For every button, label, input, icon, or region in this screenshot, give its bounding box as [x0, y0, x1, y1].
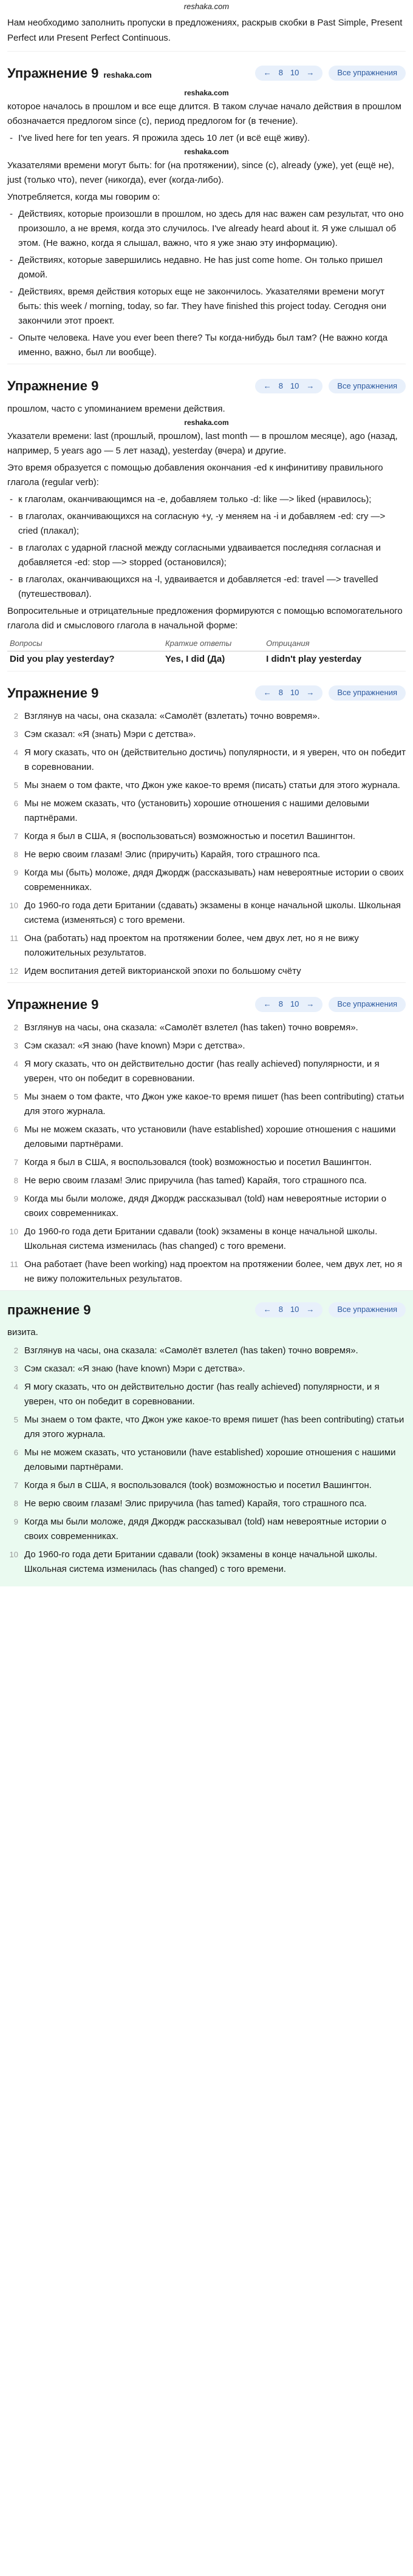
- list-item: 9 Когда мы были моложе, дядя Джордж рассказывал (told) нам невероятные истории о своих современниках.: [7, 1192, 406, 1221]
- next-exercise-link[interactable]: 10: [290, 688, 299, 698]
- list-item: 8 Не верю своим глазам! Элис приручила (has tamed) Карайя, того страшного пса.: [7, 1174, 406, 1188]
- exercise-header: [7, 61, 406, 86]
- pager: [255, 1302, 323, 1317]
- list-item: 3 Сэм сказал: «Я знаю (have known) Мэри с детства».: [7, 1039, 406, 1053]
- grammar-table: [7, 637, 406, 667]
- next-exercise-link[interactable]: 10: [290, 999, 299, 1009]
- list-item: 6 Мы не можем сказать, что установили (have established) хорошие отношения с нашими деловыми партнёрами.: [7, 1446, 406, 1475]
- answer-text: Когда я был в США, я воспользовался (took) возможностью и посетил Вашингтон.: [24, 1480, 372, 1491]
- answer-text: Я могу сказать, что он действительно достиг (has really achieved) популярности, и я уверен, что он победит в соревновании.: [24, 1058, 380, 1084]
- list-item: 6 Мы не можем сказать, что (установить) хорошие отношения с нашими деловыми партнёрами.: [7, 797, 406, 826]
- exercise-nav: [255, 66, 406, 81]
- answer-text: Мы знаем о том факте, что Джон уже какое-то время пишет (has been contributing) статьи для этого журнала.: [24, 1415, 404, 1440]
- answer-text: Мы знаем о том факте, что Джон уже какое-то время пишет (has been contributing) статьи для этого журнала.: [24, 1091, 404, 1116]
- exercise-nav: [255, 997, 406, 1012]
- section-tasks: [7, 671, 406, 979]
- prev-exercise-link[interactable]: 8: [278, 381, 283, 390]
- next-exercise-link[interactable]: 10: [290, 68, 299, 78]
- watermark-inline: reshaka.com: [103, 70, 152, 80]
- task-text: Мы не можем сказать, что (установить) хорошие отношения с нашими деловыми партнёрами.: [24, 798, 369, 823]
- section-past-simple: [7, 364, 406, 667]
- next-arrow-icon[interactable]: →: [306, 688, 315, 698]
- theory-text: Употребляется, когда мы говорим о:: [7, 192, 160, 203]
- prev-exercise-link[interactable]: 8: [278, 68, 283, 78]
- list-item: 11 Она работает (have been working) над проектом на протяжении более, чем двух лет, но я не вижу положительных результатов.: [7, 1257, 406, 1286]
- table-row: [7, 651, 406, 667]
- list-item: 4 Я могу сказать, что он действительно достиг (has really achieved) популярности, и я уверен, что он победит в соревновании.: [7, 1057, 406, 1086]
- task-text: До 1960-го года дети Британии (сдавать) экзамены в конце начальной школы. Школьная система (изменяться) с того времени.: [24, 900, 401, 925]
- theory-list: [7, 207, 406, 360]
- list-item: 10 До 1960-го года дети Британии сдавали (took) экзамены в конце начальной школы. Школьная система изменилась (has changed) с того времени.: [7, 1548, 406, 1577]
- theory-item: - в глаголах, оканчивающихся на согласную +y, -y меняем на -i и добавляем -ed: cry —> cried (плакал);: [7, 509, 406, 539]
- next-arrow-icon[interactable]: →: [306, 381, 315, 390]
- task-text: Когда мы (быть) моложе, дядя Джордж (рассказывать) нам невероятные истории о своих современниках.: [24, 867, 404, 892]
- theory-item: - в глаголах, оканчивающихся на -l, удваивается и добавляется -ed: travel —> travelled (путешествовал).: [7, 573, 406, 602]
- prev-arrow-icon[interactable]: ←: [263, 68, 271, 78]
- theory-text: которое началось в прошлом и все еще длится. В таком случае начало действия в прошлом обозначается предлогом since (с), период предлогом for (в течение).: [7, 101, 401, 126]
- list-item: 6 Мы не можем сказать, что установили (have established) хорошие отношения с нашими деловыми партнёрами.: [7, 1123, 406, 1152]
- answer-list: [7, 1344, 406, 1577]
- exercise-header: [7, 374, 406, 398]
- section-answers-highlighted: [0, 1290, 413, 1587]
- prev-exercise-link[interactable]: 8: [278, 999, 283, 1009]
- list-item: 3 Сэм сказал: «Я знаю (have known) Мэри с детства».: [7, 1362, 406, 1376]
- task-text: Она (работать) над проектом на протяжении более, чем двух лет, но я не вижу положительных результатов.: [24, 933, 359, 958]
- theory-list: [7, 492, 406, 602]
- pager: [255, 685, 323, 701]
- table-cell: Yes, I did (Да): [165, 654, 225, 665]
- pager: [255, 997, 323, 1012]
- theory-text: Указателями времени могут быть: for (на протяжении), since (с), already (уже), yet (ещё не), just (только что), never (никогда), ever (когда-либо).: [7, 160, 394, 186]
- all-exercises-button[interactable]: Все упражнения: [329, 66, 406, 81]
- answer-text: Когда мы были моложе, дядя Джордж рассказывал (told) нам невероятные истории о своих современниках.: [24, 1193, 387, 1218]
- list-item: 10 До 1960-го года дети Британии сдавали (took) экзамены в конце начальной школы. Школьная система изменилась (has changed) с того времени.: [7, 1225, 406, 1254]
- theory-item: - Действиях, которые произошли в прошлом, но здесь для нас важен сам результат, что оно произошло, а не время, когда это случилось. I've already heard about it. Я уже слышал об этом. (Не важно, когда я слышал, важно, что я уже знаю эту информацию).: [7, 207, 406, 251]
- next-arrow-icon[interactable]: →: [306, 1305, 315, 1314]
- all-exercises-button[interactable]: Все упражнения: [329, 379, 406, 394]
- task-list: [7, 709, 406, 979]
- exercise-title-text: Упражнение 9: [7, 65, 99, 81]
- section-present-perfect: [7, 51, 406, 360]
- all-exercises-button[interactable]: Все упражнения: [329, 997, 406, 1012]
- table-header: Краткие ответы: [163, 637, 264, 651]
- list-item: 4 Я могу сказать, что он (действительно достичь) популярности, и я уверен, что он победит в соревновании.: [7, 746, 406, 775]
- answer-continuation: визита.: [7, 1327, 38, 1338]
- exercise-header: [7, 681, 406, 705]
- theory-item: - Действиях, которые завершились недавно. He has just come home. Он только пришел домой.: [7, 253, 406, 282]
- list-item: 2 Взглянув на часы, она сказала: «Самолёт взлетел (has taken) точно вовремя».: [7, 1344, 406, 1358]
- answer-text: До 1960-го года дети Британии сдавали (took) экзамены в конце начальной школы. Школьная система изменилась (has changed) с того времени.: [24, 1549, 378, 1575]
- theory-text: Указатели времени: last (прошлый, прошлом), last month — в прошлом месяце), ago (назад, например, 5 years ago — 5 лет назад), yesterday (вчера) и другие.: [7, 431, 398, 457]
- exercise-title: пражнение 9: [7, 1302, 91, 1317]
- exercise-nav: [255, 1302, 406, 1317]
- table-cell: Did you play yesterday?: [10, 654, 115, 665]
- prev-exercise-link[interactable]: 8: [278, 688, 283, 698]
- list-item: 10 До 1960-го года дети Британии (сдавать) экзамены в конце начальной школы. Школьная система (изменяться) с того времени.: [7, 899, 406, 928]
- theory-item: - I've lived here for ten years. Я прожила здесь 10 лет (и всё ещё живу).: [7, 131, 406, 146]
- exercise-nav: [255, 379, 406, 394]
- list-item: 8 Не верю своим глазам! Элис (приручить) Карайя, того страшного пса.: [7, 848, 406, 862]
- list-item: 2 Взглянув на часы, она сказала: «Самолёт (взлетать) точно вовремя».: [7, 709, 406, 724]
- list-item: 3 Сэм сказал: «Я (знать) Мэри с детства».: [7, 727, 406, 742]
- table-header: Вопросы: [7, 637, 163, 651]
- pager: [255, 66, 323, 81]
- task-text: Мы знаем о том факте, что Джон уже какое-то время (писать) статьи для этого журнала.: [24, 780, 400, 790]
- next-exercise-link[interactable]: 10: [290, 1305, 299, 1314]
- site-watermark: reshaka.com: [183, 2, 230, 11]
- table-cell: I didn't play yesterday: [266, 654, 362, 665]
- exercise-title: [7, 64, 152, 83]
- answer-text: Сэм сказал: «Я знаю (have known) Мэри с детства».: [24, 1040, 245, 1051]
- task-text: Идем воспитания детей викторианской эпохи по большому счёту: [24, 965, 301, 976]
- theory-item: - в глаголах с ударной гласной между согласными удваивается последняя согласная и добавляется -ed: stop —> stopped (остановился);: [7, 541, 406, 570]
- list-item: 11 Она (работать) над проектом на протяжении более, чем двух лет, но я не вижу положительных результатов.: [7, 931, 406, 960]
- list-item: 7 Когда я был в США, я воспользовался (took) возможностью и посетил Вашингтон.: [7, 1478, 406, 1493]
- theory-item: - Опыте человека. Have you ever been there? Ты когда-нибудь был там? (Не важно когда именно, важно, был ли вообще).: [7, 331, 406, 360]
- answer-text: Взглянув на часы, она сказала: «Самолёт взлетел (has taken) точно вовремя».: [24, 1345, 358, 1356]
- section-answers: [7, 982, 406, 1286]
- answer-text: Мы не можем сказать, что установили (have established) хорошие отношения с нашими деловыми партнёрами.: [24, 1447, 396, 1473]
- next-exercise-link[interactable]: 10: [290, 381, 299, 390]
- task-text: Взглянув на часы, она сказала: «Самолёт (взлетать) точно вовремя».: [24, 710, 320, 721]
- answer-text: До 1960-го года дети Британии сдавали (took) экзамены в конце начальной школы. Школьная система изменилась (has changed) с того времени.: [24, 1226, 378, 1251]
- list-item: 12 Идем воспитания детей викторианской эпохи по большому счёту: [7, 964, 406, 979]
- answer-text: Мы не можем сказать, что установили (have established) хорошие отношения с нашими деловыми партнёрами.: [24, 1124, 396, 1149]
- task-text: Сэм сказал: «Я (знать) Мэри с детства».: [24, 729, 196, 739]
- theory-item: - Действиях, время действия которых еще не закончилось. Указателями времени могут быть: this week / morning, today, so far. They have finished this project today. Сегодня они закончили этот проект.: [7, 285, 406, 328]
- list-item: 7 Когда я был в США, я (воспользоваться) возможностью и посетил Вашингтон.: [7, 829, 406, 844]
- exercise-header: [7, 1298, 406, 1322]
- list-item: 9 Когда мы (быть) моложе, дядя Джордж (рассказывать) нам невероятные истории о своих современниках.: [7, 866, 406, 895]
- answer-list: [7, 1021, 406, 1286]
- theory-text: Это время образуется с помощью добавления окончания -ed к инфинитиву правильного глагола (regular verb):: [7, 463, 383, 488]
- answer-text: Когда мы были моложе, дядя Джордж рассказывал (told) нам невероятные истории о своих современниках.: [24, 1517, 387, 1542]
- task-text: Когда я был в США, я (воспользоваться) возможностью и посетил Вашингтон.: [24, 831, 355, 841]
- theory-item: - к глаголам, оканчивающимся на -e, добавляем только -d: like —> liked (нравилось);: [7, 492, 406, 507]
- exercise-header: [7, 993, 406, 1017]
- prev-arrow-icon[interactable]: ←: [263, 999, 271, 1009]
- exercise-title: Упражнение 9: [7, 378, 99, 394]
- answer-text: Сэм сказал: «Я знаю (have known) Мэри с детства».: [24, 1364, 245, 1375]
- theory-list: [7, 131, 406, 146]
- prev-arrow-icon[interactable]: ←: [263, 688, 271, 698]
- answer-text: Взглянув на часы, она сказала: «Самолёт взлетел (has taken) точно вовремя».: [24, 1022, 358, 1033]
- list-item: 8 Не верю своим глазам! Элис приручила (has tamed) Карайя, того страшного пса.: [7, 1497, 406, 1511]
- list-item: 9 Когда мы были моложе, дядя Джордж рассказывал (told) нам невероятные истории о своих современниках.: [7, 1515, 406, 1544]
- task-text: Не верю своим глазам! Элис (приручить) Карайя, того страшного пса.: [24, 849, 321, 860]
- exercise-nav: [255, 685, 406, 701]
- list-item: 5 Мы знаем о том факте, что Джон уже какое-то время пишет (has been contributing) статьи для этого журнала.: [7, 1413, 406, 1442]
- answer-text: Я могу сказать, что он действительно достиг (has really achieved) популярности, и я уверен, что он победит в соревновании.: [24, 1382, 380, 1407]
- list-item: 2 Взглянув на часы, она сказала: «Самолёт взлетел (has taken) точно вовремя».: [7, 1021, 406, 1035]
- prev-arrow-icon[interactable]: ←: [263, 381, 271, 390]
- answer-text: Не верю своим глазам! Элис приручила (has tamed) Карайя, того страшного пса.: [24, 1175, 367, 1186]
- answer-text: Не верю своим глазам! Элис приручила (has tamed) Карайя, того страшного пса.: [24, 1498, 367, 1509]
- prev-arrow-icon[interactable]: ←: [263, 1305, 271, 1314]
- watermark: reshaka.com: [184, 88, 229, 97]
- watermark: reshaka.com: [184, 147, 229, 156]
- list-item: 4 Я могу сказать, что он действительно достиг (has really achieved) популярности, и я уверен, что он победит в соревновании.: [7, 1380, 406, 1409]
- list-item: 7 Когда я был в США, я воспользовался (took) возможностью и посетил Вашингтон.: [7, 1155, 406, 1170]
- list-item: 5 Мы знаем о том факте, что Джон уже какое-то время (писать) статьи для этого журнала.: [7, 778, 406, 793]
- watermark: reshaka.com: [184, 418, 229, 427]
- exercise-title: Упражнение 9: [7, 685, 99, 701]
- answer-text: Она работает (have been working) над проектом на протяжении более, чем двух лет, но я не вижу положительных результатов.: [24, 1259, 403, 1284]
- prev-exercise-link[interactable]: 8: [278, 1305, 283, 1314]
- task-intro: Нам необходимо заполнить пропуски в предложениях, раскрыв скобки в Past Simple, Present Perfect или Present Perfect Continuous.: [7, 17, 403, 44]
- pager: [255, 379, 323, 394]
- theory-text: Вопросительные и отрицательные предложения формируются с помощью вспомогательного глагола did и смыслового глагола в начальной форме:: [7, 606, 403, 631]
- answer-text: Когда я был в США, я воспользовался (took) возможностью и посетил Вашингтон.: [24, 1157, 372, 1167]
- list-item: 5 Мы знаем о том факте, что Джон уже какое-то время пишет (has been contributing) статьи для этого журнала.: [7, 1090, 406, 1119]
- task-text: Я могу сказать, что он (действительно достичь) популярности, и я уверен, что он победит в соревновании.: [24, 747, 406, 772]
- all-exercises-button[interactable]: Все упражнения: [329, 685, 406, 701]
- all-exercises-button[interactable]: Все упражнения: [329, 1302, 406, 1317]
- next-arrow-icon[interactable]: →: [306, 999, 315, 1009]
- next-arrow-icon[interactable]: →: [306, 68, 315, 78]
- exercise-title: Упражнение 9: [7, 996, 99, 1012]
- theory-text: прошлом, часто с упоминанием времени действия.: [7, 404, 225, 414]
- table-header: Отрицания: [264, 637, 406, 651]
